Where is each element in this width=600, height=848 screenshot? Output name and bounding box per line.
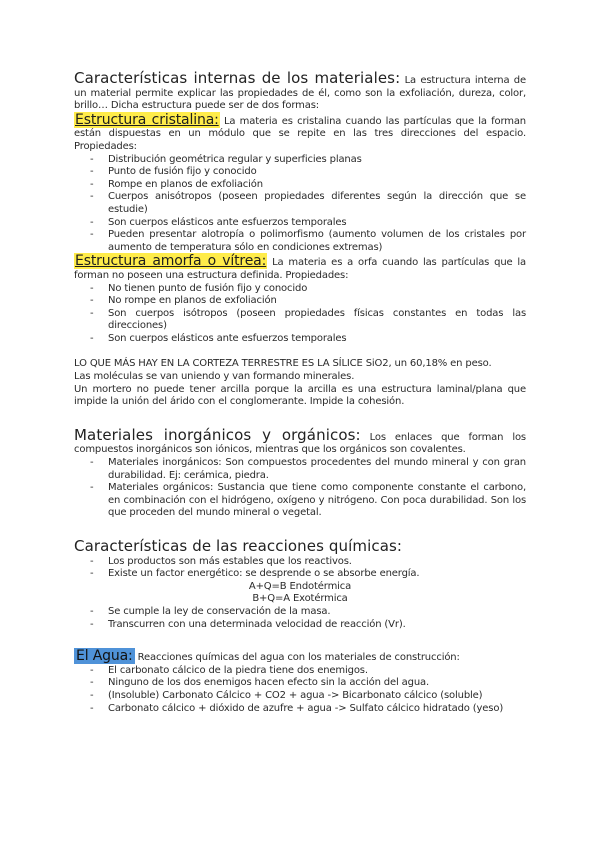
cristalina-paragraph [74,113,526,154]
list-item: - Punto de fusión fijo y conocido [74,166,526,179]
equation-endothermic: A+Q=B Endotérmica [248,580,352,592]
list-item: - Materiales inorgánicos: Son compuestos procedentes del mundo mineral y con gran durabilidad. Ej: cerámica, piedra. [74,457,526,482]
list-item: - Transcurren con una determinada velocidad de reacción (Vr). [74,619,526,632]
equation-exothermic: B+Q=A Exotérmica [252,593,348,605]
intro-text: La estructura interna de un material permite explicar las propiedades de él, como son la exfoliación, dureza, color, brillo… Dicha estructura puede ser de dos formas: [74,75,526,112]
list-item: - Ninguno de los dos enemigos hacen efecto sin la acción del agua. [74,677,526,690]
silice-line-1: LO QUE MÁS HAY EN LA CORTEZA TERRESTRE ES LA SÍLICE SiO2, un 60,18% en peso. [74,358,492,370]
heading-amorfa: Estructura amorfa o vítrea: [75,253,267,270]
section-heading-internal: Características internas de los materiales: [74,69,401,87]
organic-text: Los enlaces que forman los compuestos inorgánicos son iónicos, mientras que los orgánicos son covalentes. [74,431,526,456]
list-item: - Los productos son más estables que los reactivos. [74,556,526,569]
silice-line-2: Las moléculas se van uniendo y van formando minerales. [74,371,355,383]
list-item: - Son cuerpos isótropos (poseen propiedades físicas constantes en todas las direcciones) [74,308,526,333]
list-item: - Son cuerpos elásticos ante esfuerzos temporales [74,217,526,230]
water-list [74,665,526,715]
list-item: - No rompe en planos de exfoliación [74,295,526,308]
reactions-list-2 [74,606,526,631]
list-item: - Son cuerpos elásticos ante esfuerzos temporales [74,333,526,346]
silice-line-3: Un mortero no puede tener arcilla porque la arcilla es una estructura laminal/plana que impide la unión del árido con el conglomerante. Impide la cohesión. [74,383,526,408]
list-item: - Rompe en planos de exfoliación [74,179,526,192]
cristalina-list [74,154,526,255]
amorfa-text: La materia es a orfa cuando las partículas que la forman no poseen una estructura definida. Propiedades: [74,257,527,281]
reactions-heading-line [74,538,526,556]
list-item: - Existe un factor energético: se desprende o se absorbe energía. [74,568,526,581]
list-item: - (Insoluble) Carbonato Cálcico + CO2 + agua -> Bicarbonato cálcico (soluble) [74,690,526,703]
organic-list [74,457,526,520]
amorfa-list [74,283,526,346]
list-item: - Pueden presentar alotropía o polimorfismo (aumento volumen de los cristales por aumento de temperatura sólo en condiciones extremas) [74,229,526,254]
intro-paragraph [74,70,526,113]
amorfa-paragraph [74,254,526,282]
water-text: Reacciones químicas del agua con los materiales de construcción: [137,652,460,664]
heading-cristalina: Estructura cristalina: [75,111,219,128]
list-item: - No tienen punto de fusión fijo y conocido [74,283,526,296]
organic-paragraph [74,427,526,457]
heading-water: El Agua: [76,648,133,665]
section-heading-reactions: Características de las reacciones químicas: [74,537,403,555]
list-item: - El carbonato cálcico de la piedra tiene dos enemigos. [74,665,526,678]
section-heading-organic: Materiales inorgánicos y orgánicos: [74,425,361,444]
list-item: - Carbonato cálcico + dióxido de azufre + agua -> Sulfato cálcico hidratado (yeso) [74,703,526,716]
list-item: - Se cumple la ley de conservación de la masa. [74,606,526,619]
cristalina-text: La materia es cristalina cuando las partículas que la forman están dispuestas en un módulo que se repite en las tres direcciones del espacio. Propiedades: [74,115,526,152]
document-page [74,70,526,715]
water-paragraph [74,649,526,665]
list-item: - Materiales orgánicos: Sustancia que tiene como componente constante el carbono, en combinación con el hidrógeno, oxígeno y nitrógeno. Con poca durabilidad. Son los que proceden del mundo mineral o vegetal. [74,482,526,520]
list-item: - Cuerpos anisótropos (poseen propiedades diferentes según la dirección que se estudie) [74,191,526,216]
list-item: - Distribución geométrica regular y superficies planas [74,154,526,167]
reactions-list [74,556,526,581]
